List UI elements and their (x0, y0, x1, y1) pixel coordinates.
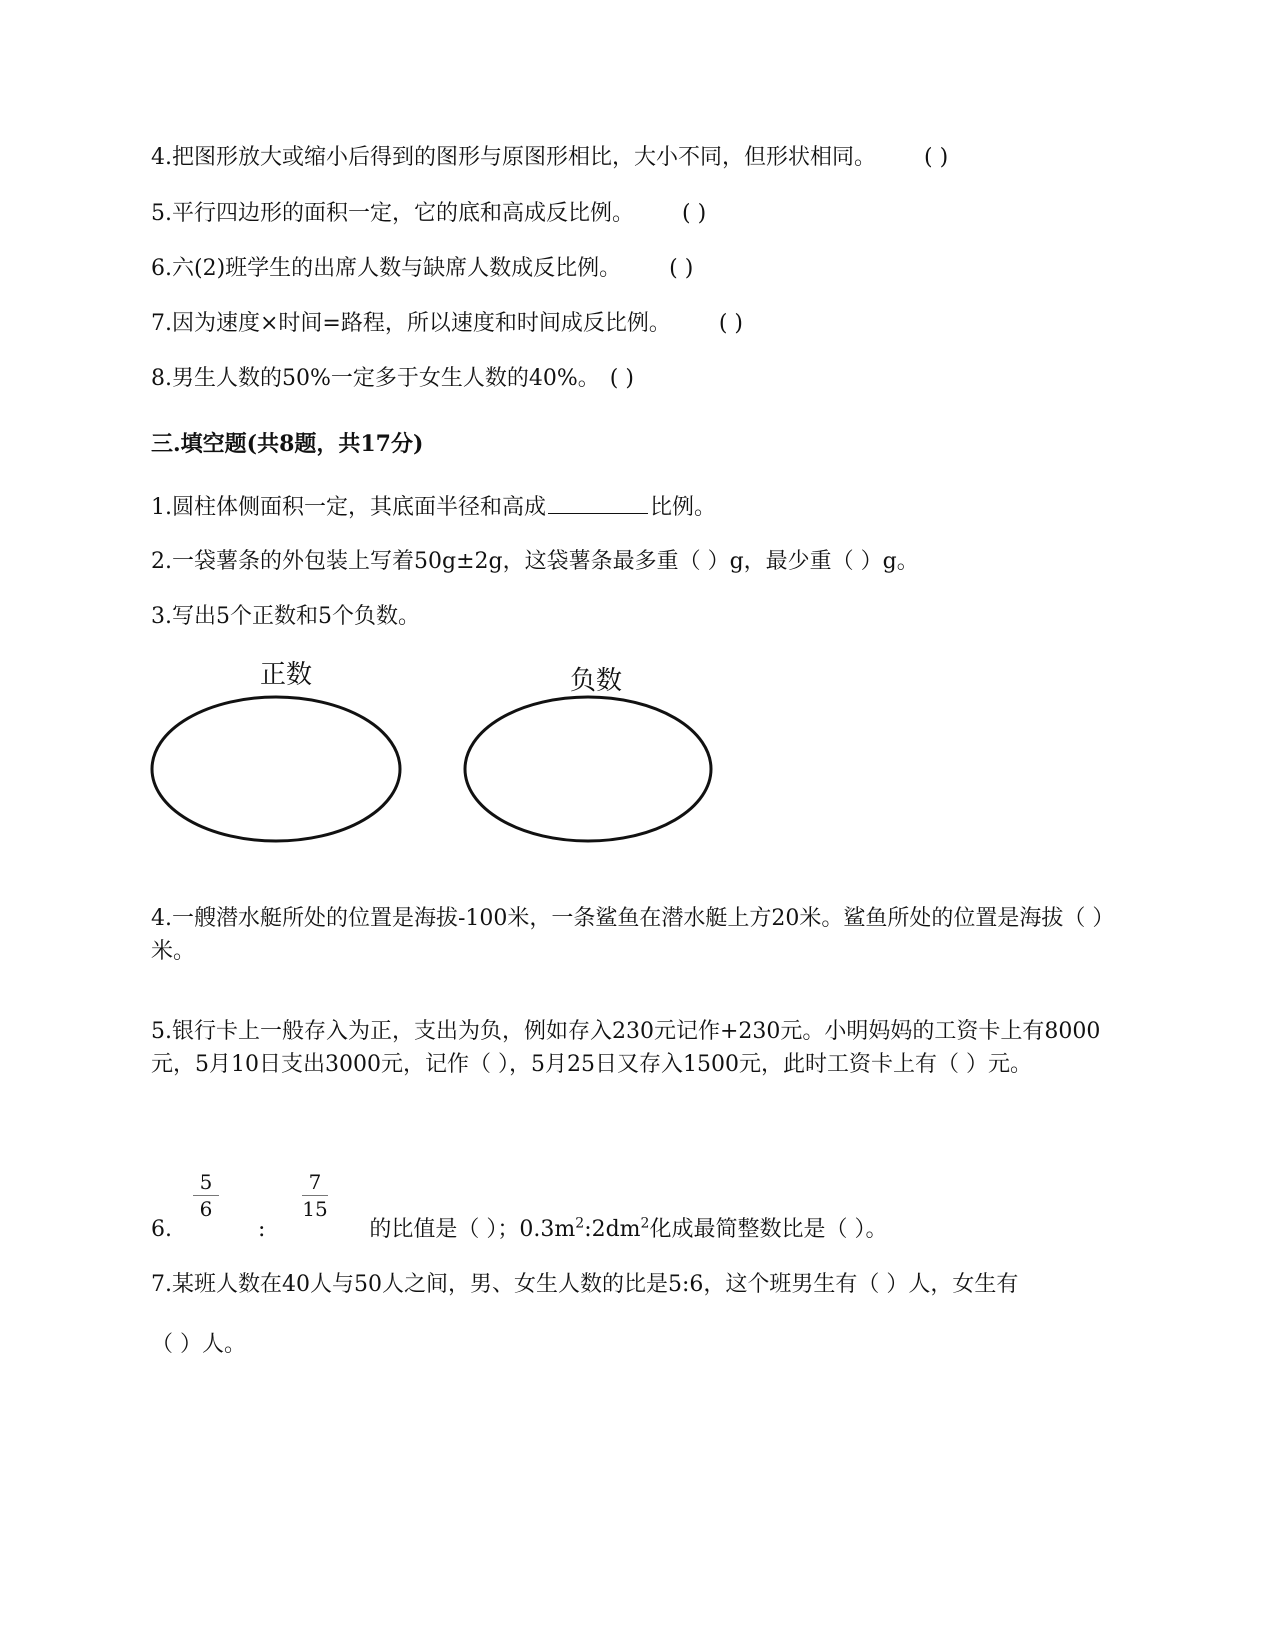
fraction-bar (193, 1195, 219, 1196)
fraction-seven-fifteenths (302, 1170, 328, 1221)
fill-q6-number: 6. (151, 1217, 172, 1242)
fraction-denominator: 15 (302, 1197, 328, 1221)
fill-q1-after: 比例。 (650, 495, 717, 520)
judgement-q6-text: 6.六(2)班学生的出席人数与缺席人数成反比例。 (151, 256, 622, 281)
fill-q7-line1 (151, 1270, 1018, 1300)
fill-q6 (151, 1215, 887, 1245)
judgement-q8-text: 8.男生人数的50%一定多于女生人数的40%。 (151, 366, 600, 391)
answer-paren: ( ) (609, 366, 634, 391)
positive-label: 正数 (260, 660, 313, 690)
negative-oval (465, 697, 711, 841)
fill-q6-part2: :2dm (584, 1217, 641, 1242)
fill-q6-part1: 的比值是（ ）；0.3m (369, 1217, 576, 1242)
fraction-denominator: 6 (199, 1197, 213, 1221)
fraction-numerator: 7 (308, 1170, 322, 1194)
fill-q5-text: 5.银行卡上一般存入为正，支出为负，例如存入230元记作+230元。小明妈妈的工资卡上有8000元，5月10日支出3000元，记作（ ），5月25日又存入1500元，此时工资卡上有（ ）元。 (151, 1019, 1101, 1077)
fill-q6-part3: 化成最简整数比是（ ）。 (649, 1217, 888, 1242)
answer-paren: ( ) (924, 145, 949, 170)
fill-q7-line2 (151, 1330, 246, 1360)
fraction-bar (302, 1195, 328, 1196)
fill-q3-text: 3.写出5个正数和5个负数。 (151, 604, 420, 629)
section-heading: 三.填空题(共8题，共17分) (151, 431, 424, 457)
judgement-q4-text: 4.把图形放大或缩小后得到的图形与原图形相比，大小不同，但形状相同。 (151, 145, 876, 170)
answer-paren: ( ) (718, 311, 744, 336)
judgement-q5-text: 5.平行四边形的面积一定，它的底和高成反比例。 (151, 201, 634, 226)
positive-oval (152, 697, 400, 841)
fraction-numerator: 5 (199, 1170, 213, 1194)
negative-label: 负数 (570, 666, 623, 696)
fill-q5 (151, 1015, 1126, 1081)
answer-paren: ( ) (669, 256, 694, 281)
ratio-colon: : (258, 1217, 266, 1242)
judgement-q7-text: 7.因为速度×时间=路程，所以速度和时间成反比例。 (151, 311, 671, 336)
fill-q1-before: 1.圆柱体侧面积一定，其底面半径和高成 (151, 495, 546, 520)
fill-q7-line2-text: （ ）人。 (151, 1332, 246, 1357)
fill-q4 (151, 902, 1126, 968)
superscript: 2 (575, 1215, 585, 1232)
answer-paren: ( ) (682, 201, 707, 226)
fill-q7-line1-text: 7.某班人数在40人与50人之间，男、女生人数的比是5:6，这个班男生有（ ）人，女生有 (151, 1272, 1019, 1297)
fill-q4-text: 4.一艘潜水艇所处的位置是海拔-100米，一条鲨鱼在潜水艇上方20米。鲨鱼所处的位置是海拔（ ）米。 (151, 906, 1115, 964)
fraction-five-sixths (193, 1170, 219, 1221)
fill-q2-text: 2.一袋薯条的外包装上写着50g±2g，这袋薯条最多重（ ）g，最少重（ ）g。 (151, 549, 919, 574)
superscript: 2 (640, 1215, 650, 1232)
